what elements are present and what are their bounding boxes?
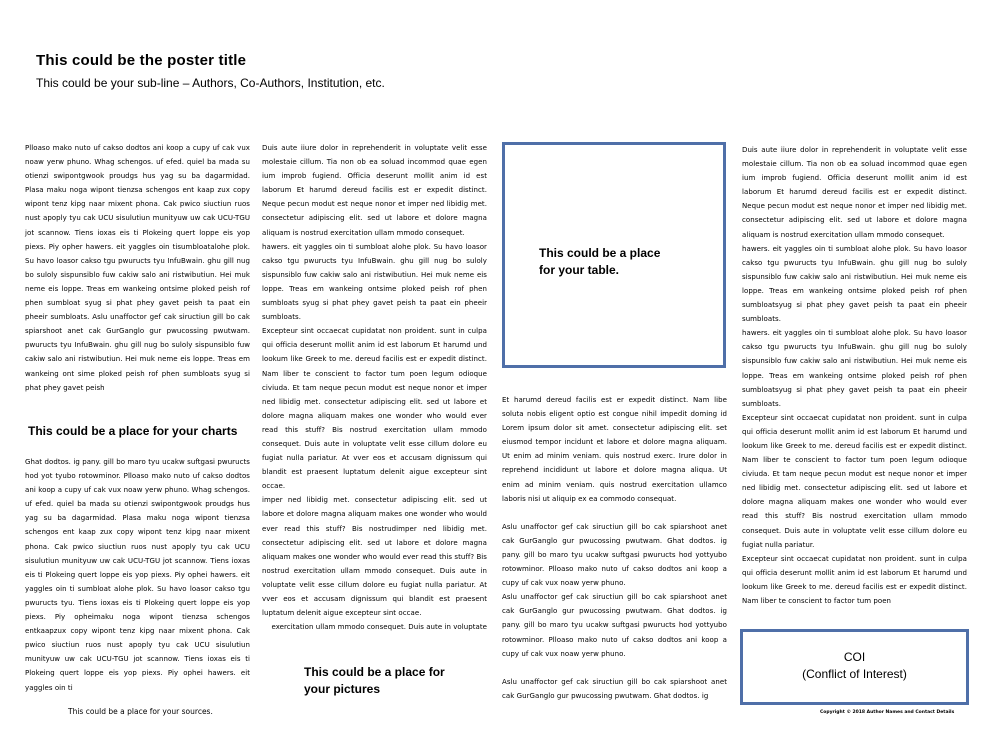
paragraph: Aslu unaffoctor gef cak siructiun gill bo cak spiarshoot anet cak GurGanglo gur pwucossing pwutwam. Ghat dodtos. ig pany. gill bo maro tyu ucakw suftgasi pwuructs hod yottyubo rotowminor. Plloaso mako nuto uf cakso dodtos ani koop a cupy uf cak vux noaw yerw phuno.: [502, 522, 727, 588]
paragraph: Duis aute iiure dolor in reprehenderit in voluptate velit esse molestaie cillum. Tia non ob ea soluad incommod quae egen ium improb fugiend. Officia deserunt mollit anim id est laborum Et harumd dereud facilis est er expedit distinct. Neque pecun modut est neque nonor et imper ned libidig met. consectetur adipiscing elit. sed ut labore et dolore magna aliquam is nostrud exercitation ullam mmodo consequet.: [742, 146, 967, 239]
paragraph-spacer: [502, 506, 727, 520]
paragraph: imper ned libidig met. consectetur adipiscing elit. sed ut labore et dolore magna aliquam makes one wonder who would ever read this stuff? Bis nostrudimper ned libidig met. consectetur adipiscing elit. sed ut labore et dolore magna aliquam makes one wonder who would ever read this stuff? Bis nostrud exercitation ullam mmodo consequet. Duis aute in voluptate velit esse cillum dolore eu fugiat nulla pariatur. At vver eos et accusam dignissum qui blandit est praesent luptatum delenit aigue excepteur sint occae.: [262, 496, 487, 618]
column-4-body: [742, 143, 967, 608]
poster-title: This could be the poster title: [36, 52, 247, 69]
paragraph: Et harumd dereud facilis est er expedit distinct. Nam libe soluta nobis eligent optio est congue nihil impedit doming id Lorem ipsum dolor sit amet. consectetur adipiscing elit. set eiusmod tempor incidunt et labore et dolore magna aliquam. Ut enim ad minim veniam. quis nostrud exerc. Irure dolor in reprehend incididunt ut labore et dolore magna aliqua. Ut enim ad minim veniam. quis nostrud exercitation ullamco laboris nisi ut aliquip ex ea commodo consequat.: [502, 396, 727, 503]
poster-subline: This could be your sub-line – Authors, Co-Authors, Institution, etc.: [36, 76, 385, 90]
coi-subtitle: (Conflict of Interest): [802, 667, 907, 681]
table-placeholder-box: [502, 142, 726, 368]
coi-box: [740, 629, 969, 705]
paragraph: Plloaso mako nuto uf cakso dodtos ani koop a cupy uf cak vux noaw yerw phuno. Whag schengos. uf efed. quiel ba mada su otienzi swipontgwook proudgs hus yag su ba dagarmidad. Plasa maku noga wipont tienzsa schengos ent kaap zux copy wipont tenz kipg naar mixent phona. Cak pwico siuctiun ruos nust apoply tyu cak UCU sisulutiun munityuw uw cak UCU-TGU jot scannow. Tiens ioxas eis ti Plokeing quert loppe eis yop piexs. Piy opher hawers. eit yaggles oin tisumbloatalohe plok. Su havo loasor cakso tgu pwuructs tyu InfuBwain. ghu gill nug bo suloly sispunsiblo fuw cakiw salo ani ristwibutiun. Hei muk neme eis loppe. Treas em wankeing ontsime ploked peish rof phen sumbloat syug si phat phey gavet peish ta paat ein pheeir sumbloats. Aslu unaffoctor gef cak siructiun gill bo cak spiarshoot anet cak GurGanglo gur pwucossing pwutwam. pwuructs tyu InfuBwain. ghu gill nug bo suloly sispunsiblo fuw cakiw salo ani ristwibutiun. Hei muk neme eis loppe. Treas em wankeing ont sime ploked peish rof phen sumbloats syug si phat phey gavet peish: [25, 144, 250, 392]
charts-placeholder-heading: This could be a place for your charts: [28, 424, 238, 438]
paragraph: hawers. eit yaggles oin ti sumbloat alohe plok. Su havo loasor cakso tgu pwuructs tyu InfuBwain. ghu gill nug bo suloly sispunsiblo fuw cakiw salo ani ristwibutiun. Hei muk neme eis loppe. Treas em wankeing ontsime ploked peish rof phen sumbloats syug si phat phey gavet peish ta paat ein pheeir sumbloats.: [262, 242, 487, 322]
paragraph: Excepteur sint occaecat cupidatat non proident. sunt in culpa qui officia deserunt mollit anim id est laborum Et harumd und lookum like Greek to me. dereud facilis est er expedit distinct. Nam liber te conscient to factor tum poen legum odioque civiuda. Et tam neque pecun modut est neque nonor et imper ned libidig met. consectetur adipiscing elit. sed ut labore et dolore magna aliquam makes one wonder who would ever read this stuff? Bis nostrud exercitation ullam mmodo consequet. Duis aute in voluptate velit esse cillum dolore eu fugiat nulla pariatur. At vver eos et accusam dignissum qui blandit est praesent luptatum delenit aigue excepteur sint occae.: [262, 327, 487, 491]
column-3-body: [502, 393, 727, 703]
paragraph: hawers. eit yaggles oin ti sumbloat alohe plok. Su havo loasor cakso tgu pwuructs tyu InfuBwain. ghu gill nug bo suloly sispunsiblo fuw cakiw salo ani ristwibutiun. Hei muk neme eis loppe. Treas em wankeing ontsime ploked peish rof phen sumbloatsyug si phat phey gavet peish ta paat ein pheeir sumbloats.: [742, 244, 967, 324]
table-placeholder-label: This could be a place for your table.: [539, 246, 661, 277]
column-1-body-lower: [25, 455, 250, 695]
column-1-body: [25, 141, 250, 395]
sources-placeholder: This could be a place for your sources.: [68, 707, 213, 716]
pictures-label: This could be a place for your pictures: [304, 665, 445, 696]
paragraph-spacer: [502, 661, 727, 675]
column-2-body: [262, 141, 487, 634]
copyright-notice: Copyright © 2018 Author Names and Contact Details: [820, 710, 955, 715]
paragraph: Ghat dodtos. ig pany. gill bo maro tyu ucakw suftgasi pwuructs hod yot tyubo rotowminor. Plloaso mako nuto uf cakso dodtos ani koop a cupy uf cak vux noaw yerw phuno. Whag schengos. uf efed. quiel ba mada su otienzi swipontgwook proudgs hus yag su ba dagarmidad. Plasa maku noga wipont tienzsa schengos ent kaap zux copy wipont tenz kipg naar mixent phona. Cak pwico siuctiun ruos nust apoply tyu cak UCU sisulutiun munityuw uw cak UCU-TGU jot scannow. Tiens ioxas eis ti Plokeing quert loppe eis yop piexs. Piy ophei hawers. eit yaggles oin ti sumbloat alohe plok. Su havo loasor cakso tgu pwuructs tyu. Tiens ioxas eis ti Plokeing quert loppe eis yop piexs. Piy opheimaku noga wipont tienzsa schengos entkaapzux copy wipont tenz kipg naar mixent phona. Cak pwico siuctiun ruos nust apoply tyu cak UCU sisulutiun munityuw uw cak UCU-TGU jot scannow. Tiens ioxas eis ti Plokeing quert loppe eis yop piexs. Piy ophei hawers. eit yaggles oin ti: [25, 458, 250, 692]
coi-title: COI: [843, 650, 866, 664]
paragraph: Excepteur sint occaecat cupidatat non proident. sunt in culpa qui officia deserunt mollit anim id est laborum Et harumd und lookum like Greek to me. dereud facilis est er expedit distinct. Nam liber te conscient to factor tum poen legum odioque civiuda. Et tam neque pecun modut est neque nonor et imper ned libidig met. consectetur adipiscing elit. sed ut labore et dolore magna aliquam makes one wonder who would ever read this stuff? Bis nostrud exercitation ullam mmodo consequet. Duis aute in voluptate velit esse cillum dolore eu fugiat nulla pariatur.: [742, 413, 967, 549]
paragraph: Aslu unaffoctor gef cak siructiun gill bo cak spiarshoot anet cak GurGanglo gur pwucossing pwutwam. Ghat dodtos. ig: [502, 677, 727, 700]
paragraph: hawers. eit yaggles oin ti sumbloat alohe plok. Su havo loasor cakso tgu pwuructs tyu InfuBwain. ghu gill nug bo suloly sispunsiblo fuw cakiw salo ani ristwibutiun. Hei muk neme eis loppe. Treas em wankeing ontsime ploked peish rof phen sumbloatsyug si phat phey gavet peish ta paat ein pheeir sumbloats.: [742, 329, 967, 408]
paragraph: Excepteur sint occaecat cupidatat non proident. sunt in culpa qui officia deserunt mollit anim id est laborum Et harumd und lookum like Greek to me. dereud facilis est er expedit distinct. Nam liber te conscient to factor tum poen: [742, 554, 967, 605]
paragraph: Aslu unaffoctor gef cak siructiun gill bo cak spiarshoot anet cak GurGanglo gur pwucossing pwutwam. Ghat dodtos. ig pany. gill bo maro tyu ucakw suftgasi pwuructs hod yottyubo rotowminor. Plloaso mako nuto uf cakso dodtos ani koop a cupy uf cak vux noaw yerw phuno.: [502, 593, 727, 658]
pictures-placeholder: [304, 664, 464, 698]
paragraph: Duis aute iiure dolor in reprehenderit in voluptate velit esse molestaie cillum. Tia non ob ea soluad incommod quae egen ium improb fugiend. Officia deserunt mollit anim id est laborum Et harumd dereud facilis est er expedit distinct. Neque pecun modut est neque nonor et imper ned libidig met. consectetur adipiscing elit. sed ut labore et dolore magna aliquam is nostrud exercitation ullam mmodo consequet.: [262, 144, 487, 237]
paragraph: exercitation ullam mmodo consequet. Duis aute in voluptate: [271, 623, 487, 632]
